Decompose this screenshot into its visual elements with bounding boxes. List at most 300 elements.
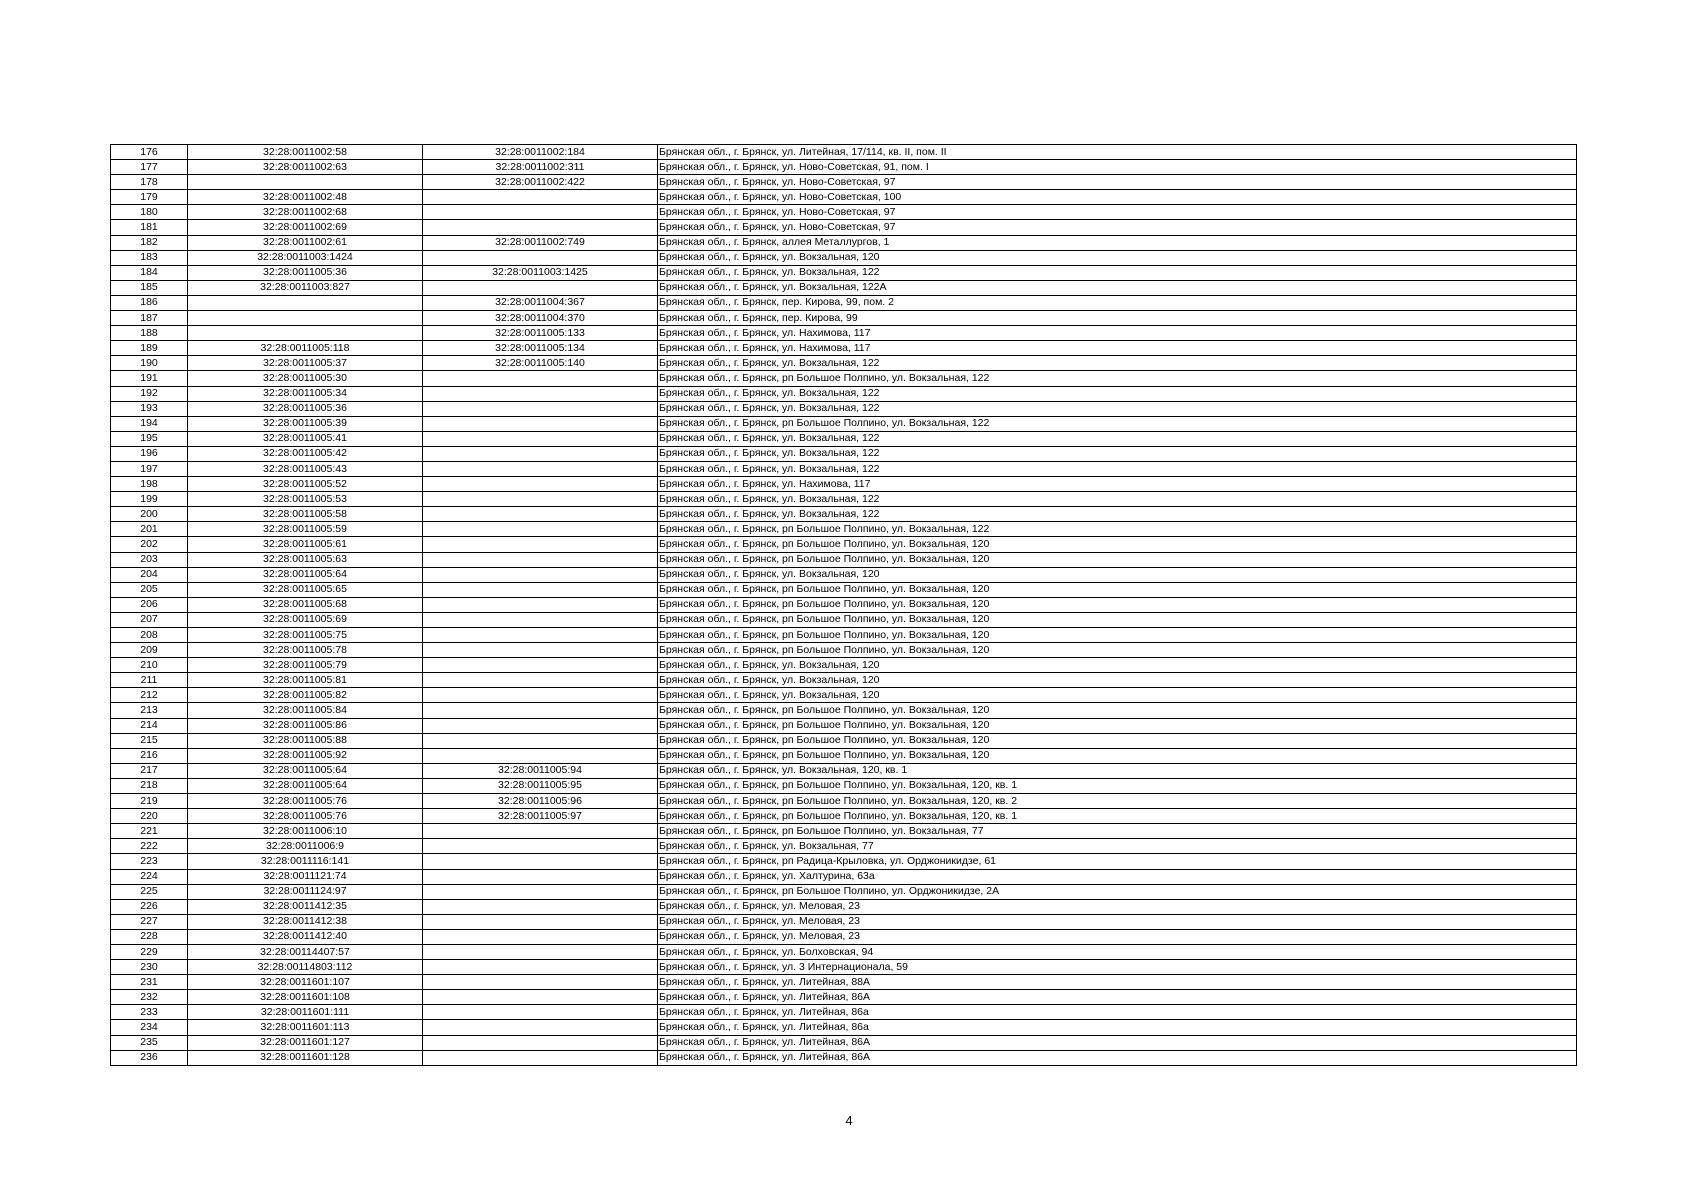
address-cell: Брянская обл., г. Брянск, ул. Вокзальная, 120	[658, 658, 1577, 673]
cadastral-number-cell: 32:28:0011005:64	[188, 778, 423, 793]
row-number-cell: 235	[111, 1035, 188, 1050]
row-number-cell: 232	[111, 990, 188, 1005]
cadastral-number-cell: 32:28:0011005:68	[188, 597, 423, 612]
row-number-cell: 212	[111, 688, 188, 703]
row-number-cell: 207	[111, 612, 188, 627]
table-row	[111, 839, 1577, 854]
address-cell: Брянская обл., г. Брянск, ул. Нахимова, 117	[658, 341, 1577, 356]
row-number-cell: 181	[111, 220, 188, 235]
table-row	[111, 960, 1577, 975]
related-cadastral-number-cell: 32:28:0011002:749	[423, 235, 658, 250]
table-row	[111, 295, 1577, 310]
cadastral-number-cell: 32:28:0011005:63	[188, 552, 423, 567]
cadastral-number-cell: 32:28:0011005:88	[188, 733, 423, 748]
row-number-cell: 217	[111, 763, 188, 778]
address-cell: Брянская обл., г. Брянск, ул. Вокзальная, 120	[658, 673, 1577, 688]
address-cell: Брянская обл., г. Брянск, рп Большое Полпино, ул. Вокзальная, 122	[658, 371, 1577, 386]
page-number: 4	[845, 1113, 853, 1128]
table-row	[111, 492, 1577, 507]
related-cadastral-number-cell	[423, 718, 658, 733]
address-cell: Брянская обл., г. Брянск, рп Большое Полпино, ул. Вокзальная, 120, кв. 1	[658, 778, 1577, 793]
cadastral-number-cell: 32:28:0011601:113	[188, 1020, 423, 1035]
address-cell: Брянская обл., г. Брянск, ул. Вокзальная, 122	[658, 446, 1577, 461]
related-cadastral-number-cell	[423, 220, 658, 235]
address-cell: Брянская обл., г. Брянск, ул. Нахимова, 117	[658, 477, 1577, 492]
row-number-cell: 211	[111, 673, 188, 688]
address-cell: Брянская обл., г. Брянск, рп Радица-Крыловка, ул. Орджоникидзе, 61	[658, 854, 1577, 869]
table-row	[111, 763, 1577, 778]
address-cell: Брянская обл., г. Брянск, рп Большое Полпино, ул. Вокзальная, 120	[658, 537, 1577, 552]
cadastral-number-cell: 32:28:0011005:92	[188, 748, 423, 763]
related-cadastral-number-cell	[423, 477, 658, 492]
address-cell: Брянская обл., г. Брянск, ул. Вокзальная, 122	[658, 265, 1577, 280]
address-cell: Брянская обл., г. Брянск, ул. Халтурина, 63а	[658, 869, 1577, 884]
row-number-cell: 183	[111, 250, 188, 265]
related-cadastral-number-cell	[423, 386, 658, 401]
row-number-cell: 192	[111, 386, 188, 401]
cadastral-number-cell: 32:28:0011005:84	[188, 703, 423, 718]
row-number-cell: 180	[111, 205, 188, 220]
cadastral-number-cell: 32:28:0011005:59	[188, 522, 423, 537]
related-cadastral-number-cell	[423, 461, 658, 476]
address-cell: Брянская обл., г. Брянск, пер. Кирова, 99, пом. 2	[658, 295, 1577, 310]
cadastral-number-cell: 32:28:0011005:76	[188, 794, 423, 809]
row-number-cell: 214	[111, 718, 188, 733]
row-number-cell: 177	[111, 160, 188, 175]
row-number-cell: 219	[111, 794, 188, 809]
row-number-cell: 190	[111, 356, 188, 371]
cadastral-number-cell: 32:28:0011601:111	[188, 1005, 423, 1020]
related-cadastral-number-cell	[423, 205, 658, 220]
row-number-cell: 215	[111, 733, 188, 748]
cadastral-number-cell: 32:28:0011005:86	[188, 718, 423, 733]
address-cell: Брянская обл., г. Брянск, ул. Нахимова, 117	[658, 326, 1577, 341]
address-cell: Брянская обл., г. Брянск, рп Большое Полпино, ул. Вокзальная, 120	[658, 718, 1577, 733]
address-cell: Брянская обл., г. Брянск, ул. Меловая, 23	[658, 929, 1577, 944]
related-cadastral-number-cell	[423, 944, 658, 959]
related-cadastral-number-cell	[423, 975, 658, 990]
related-cadastral-number-cell: 32:28:0011004:370	[423, 311, 658, 326]
row-number-cell: 205	[111, 582, 188, 597]
table-row	[111, 718, 1577, 733]
address-cell: Брянская обл., г. Брянск, пер. Кирова, 99	[658, 311, 1577, 326]
row-number-cell: 223	[111, 854, 188, 869]
related-cadastral-number-cell	[423, 1020, 658, 1035]
table-row	[111, 612, 1577, 627]
related-cadastral-number-cell	[423, 854, 658, 869]
row-number-cell: 209	[111, 643, 188, 658]
related-cadastral-number-cell	[423, 658, 658, 673]
row-number-cell: 204	[111, 567, 188, 582]
related-cadastral-number-cell: 32:28:0011005:94	[423, 763, 658, 778]
address-cell: Брянская обл., г. Брянск, ул. Вокзальная, 122	[658, 492, 1577, 507]
address-cell: Брянская обл., г. Брянск, рп Большое Полпино, ул. Вокзальная, 120	[658, 597, 1577, 612]
address-cell: Брянская обл., г. Брянск, ул. Литейная, 86а	[658, 1005, 1577, 1020]
cadastral-number-cell: 32:28:0011006:9	[188, 839, 423, 854]
cadastral-number-cell	[188, 295, 423, 310]
row-number-cell: 201	[111, 522, 188, 537]
table-row	[111, 944, 1577, 959]
row-number-cell: 200	[111, 507, 188, 522]
related-cadastral-number-cell	[423, 190, 658, 205]
related-cadastral-number-cell	[423, 250, 658, 265]
cadastral-number-cell: 32:28:0011601:108	[188, 990, 423, 1005]
table-row	[111, 809, 1577, 824]
cadastral-number-cell: 32:28:0011003:1424	[188, 250, 423, 265]
related-cadastral-number-cell	[423, 567, 658, 582]
row-number-cell: 194	[111, 416, 188, 431]
row-number-cell: 206	[111, 597, 188, 612]
row-number-cell: 187	[111, 311, 188, 326]
table-row	[111, 733, 1577, 748]
cadastral-number-cell: 32:28:0011412:38	[188, 914, 423, 929]
related-cadastral-number-cell	[423, 446, 658, 461]
row-number-cell: 220	[111, 809, 188, 824]
row-number-cell: 213	[111, 703, 188, 718]
table-row	[111, 416, 1577, 431]
cadastral-number-cell: 32:28:0011005:78	[188, 643, 423, 658]
related-cadastral-number-cell	[423, 869, 658, 884]
table-row	[111, 643, 1577, 658]
row-number-cell: 236	[111, 1050, 188, 1065]
related-cadastral-number-cell: 32:28:0011005:134	[423, 341, 658, 356]
cadastral-number-cell: 32:28:0011005:65	[188, 582, 423, 597]
cadastral-number-cell: 32:28:0011005:43	[188, 461, 423, 476]
related-cadastral-number-cell	[423, 839, 658, 854]
row-number-cell: 178	[111, 175, 188, 190]
table-row	[111, 461, 1577, 476]
cadastral-number-cell	[188, 326, 423, 341]
related-cadastral-number-cell	[423, 929, 658, 944]
address-cell: Брянская обл., г. Брянск, ул. Литейная, 86А	[658, 1035, 1577, 1050]
address-cell: Брянская обл., г. Брянск, ул. Вокзальная, 120	[658, 250, 1577, 265]
address-cell: Брянская обл., г. Брянск, рп Большое Полпино, ул. Вокзальная, 120	[658, 552, 1577, 567]
table-row	[111, 326, 1577, 341]
row-number-cell: 227	[111, 914, 188, 929]
cadastral-number-cell: 32:28:0011601:128	[188, 1050, 423, 1065]
table-row	[111, 884, 1577, 899]
row-number-cell: 193	[111, 401, 188, 416]
table-row	[111, 477, 1577, 492]
row-number-cell: 203	[111, 552, 188, 567]
row-number-cell: 225	[111, 884, 188, 899]
cadastral-number-cell: 32:28:0011005:79	[188, 658, 423, 673]
table-row	[111, 522, 1577, 537]
address-cell: Брянская обл., г. Брянск, ул. Литейная, 86а	[658, 1020, 1577, 1035]
table-row	[111, 597, 1577, 612]
address-cell: Брянская обл., г. Брянск, ул. Литейная, 86А	[658, 990, 1577, 1005]
cadastral-number-cell: 32:28:0011005:76	[188, 809, 423, 824]
table-row	[111, 567, 1577, 582]
table-row	[111, 160, 1577, 175]
related-cadastral-number-cell	[423, 914, 658, 929]
row-number-cell: 230	[111, 960, 188, 975]
table-row	[111, 778, 1577, 793]
cadastral-number-cell: 32:28:0011005:34	[188, 386, 423, 401]
cadastral-number-cell: 32:28:0011003:827	[188, 280, 423, 295]
address-cell: Брянская обл., г. Брянск, ул. Вокзальная, 120	[658, 567, 1577, 582]
row-number-cell: 184	[111, 265, 188, 280]
related-cadastral-number-cell	[423, 552, 658, 567]
cadastral-number-cell: 32:28:0011005:42	[188, 446, 423, 461]
table-row	[111, 386, 1577, 401]
table-row	[111, 431, 1577, 446]
cadastral-number-cell: 32:28:0011005:52	[188, 477, 423, 492]
cadastral-number-cell: 32:28:0011005:64	[188, 763, 423, 778]
address-cell: Брянская обл., г. Брянск, ул. Вокзальная, 122А	[658, 280, 1577, 295]
table-row	[111, 145, 1577, 160]
related-cadastral-number-cell: 32:28:0011005:95	[423, 778, 658, 793]
cadastral-number-cell: 32:28:0011005:75	[188, 628, 423, 643]
cadastral-number-cell: 32:28:0011412:40	[188, 929, 423, 944]
table-row	[111, 975, 1577, 990]
cadastral-number-cell: 32:28:0011005:37	[188, 356, 423, 371]
table-row	[111, 507, 1577, 522]
row-number-cell: 210	[111, 658, 188, 673]
related-cadastral-number-cell	[423, 537, 658, 552]
related-cadastral-number-cell	[423, 522, 658, 537]
cadastral-number-cell: 32:28:0011121:74	[188, 869, 423, 884]
table-row	[111, 265, 1577, 280]
cadastral-number-cell: 32:28:0011005:36	[188, 401, 423, 416]
row-number-cell: 188	[111, 326, 188, 341]
related-cadastral-number-cell	[423, 703, 658, 718]
registry-table-body	[111, 145, 1577, 1066]
table-row	[111, 582, 1577, 597]
row-number-cell: 231	[111, 975, 188, 990]
table-row	[111, 205, 1577, 220]
address-cell: Брянская обл., г. Брянск, ул. Вокзальная, 122	[658, 356, 1577, 371]
address-cell: Брянская обл., г. Брянск, ул. Ново-Советская, 100	[658, 190, 1577, 205]
address-cell: Брянская обл., г. Брянск, рп Большое Полпино, ул. Вокзальная, 120, кв. 2	[658, 794, 1577, 809]
row-number-cell: 233	[111, 1005, 188, 1020]
cadastral-number-cell: 32:28:0011006:10	[188, 824, 423, 839]
row-number-cell: 196	[111, 446, 188, 461]
related-cadastral-number-cell	[423, 371, 658, 386]
row-number-cell: 182	[111, 235, 188, 250]
cadastral-number-cell: 32:28:0011124:97	[188, 884, 423, 899]
address-cell: Брянская обл., г. Брянск, ул. Меловая, 23	[658, 899, 1577, 914]
row-number-cell: 191	[111, 371, 188, 386]
cadastral-number-cell: 32:28:00114803:112	[188, 960, 423, 975]
address-cell: Брянская обл., г. Брянск, рп Большое Полпино, ул. Вокзальная, 120, кв. 1	[658, 809, 1577, 824]
table-row	[111, 673, 1577, 688]
row-number-cell: 216	[111, 748, 188, 763]
related-cadastral-number-cell	[423, 899, 658, 914]
related-cadastral-number-cell	[423, 1050, 658, 1065]
row-number-cell: 222	[111, 839, 188, 854]
related-cadastral-number-cell	[423, 416, 658, 431]
cadastral-number-cell: 32:28:0011005:39	[188, 416, 423, 431]
address-cell: Брянская обл., г. Брянск, рп Большое Полпино, ул. Вокзальная, 120	[658, 643, 1577, 658]
address-cell: Брянская обл., г. Брянск, рп Большое Полпино, ул. Вокзальная, 120	[658, 748, 1577, 763]
cadastral-number-cell: 32:28:0011005:53	[188, 492, 423, 507]
table-row	[111, 628, 1577, 643]
cadastral-number-cell: 32:28:0011005:41	[188, 431, 423, 446]
table-row	[111, 748, 1577, 763]
table-row	[111, 688, 1577, 703]
cadastral-number-cell: 32:28:0011601:107	[188, 975, 423, 990]
table-row	[111, 552, 1577, 567]
related-cadastral-number-cell	[423, 507, 658, 522]
row-number-cell: 229	[111, 944, 188, 959]
related-cadastral-number-cell	[423, 582, 658, 597]
address-cell: Брянская обл., г. Брянск, ул. Литейная, 88А	[658, 975, 1577, 990]
row-number-cell: 226	[111, 899, 188, 914]
address-cell: Брянская обл., г. Брянск, рп Большое Полпино, ул. Вокзальная, 120	[658, 703, 1577, 718]
table-row	[111, 990, 1577, 1005]
table-row	[111, 703, 1577, 718]
cadastral-number-cell: 32:28:0011002:48	[188, 190, 423, 205]
related-cadastral-number-cell	[423, 280, 658, 295]
table-row	[111, 899, 1577, 914]
address-cell: Брянская обл., г. Брянск, ул. Вокзальная, 122	[658, 431, 1577, 446]
registry-table	[110, 144, 1577, 1066]
row-number-cell: 221	[111, 824, 188, 839]
table-row	[111, 356, 1577, 371]
table-row	[111, 1050, 1577, 1065]
table-row	[111, 446, 1577, 461]
row-number-cell: 202	[111, 537, 188, 552]
related-cadastral-number-cell	[423, 733, 658, 748]
table-row	[111, 175, 1577, 190]
address-cell: Брянская обл., г. Брянск, ул. Вокзальная, 122	[658, 461, 1577, 476]
related-cadastral-number-cell	[423, 688, 658, 703]
cadastral-number-cell: 32:28:0011005:118	[188, 341, 423, 356]
row-number-cell: 208	[111, 628, 188, 643]
table-row	[111, 854, 1577, 869]
row-number-cell: 186	[111, 295, 188, 310]
cadastral-number-cell: 32:28:0011005:30	[188, 371, 423, 386]
related-cadastral-number-cell: 32:28:0011005:96	[423, 794, 658, 809]
cadastral-number-cell: 32:28:0011002:69	[188, 220, 423, 235]
address-cell: Брянская обл., г. Брянск, ул. Вокзальная, 120	[658, 688, 1577, 703]
table-row	[111, 311, 1577, 326]
table-row	[111, 250, 1577, 265]
related-cadastral-number-cell: 32:28:0011004:367	[423, 295, 658, 310]
address-cell: Брянская обл., г. Брянск, ул. 3 Интернационала, 59	[658, 960, 1577, 975]
address-cell: Брянская обл., г. Брянск, рп Большое Полпино, ул. Вокзальная, 120	[658, 733, 1577, 748]
cadastral-number-cell: 32:28:0011005:64	[188, 567, 423, 582]
related-cadastral-number-cell: 32:28:0011002:311	[423, 160, 658, 175]
related-cadastral-number-cell	[423, 990, 658, 1005]
address-cell: Брянская обл., г. Брянск, аллея Металлургов, 1	[658, 235, 1577, 250]
row-number-cell: 176	[111, 145, 188, 160]
cadastral-number-cell: 32:28:0011005:61	[188, 537, 423, 552]
table-row	[111, 1035, 1577, 1050]
related-cadastral-number-cell: 32:28:0011005:97	[423, 809, 658, 824]
related-cadastral-number-cell	[423, 884, 658, 899]
address-cell: Брянская обл., г. Брянск, ул. Вокзальная, 120, кв. 1	[658, 763, 1577, 778]
address-cell: Брянская обл., г. Брянск, рп Большое Полпино, ул. Вокзальная, 122	[658, 416, 1577, 431]
table-row	[111, 220, 1577, 235]
address-cell: Брянская обл., г. Брянск, рп Большое Полпино, ул. Вокзальная, 122	[658, 522, 1577, 537]
address-cell: Брянская обл., г. Брянск, ул. Ново-Советская, 97	[658, 220, 1577, 235]
related-cadastral-number-cell	[423, 824, 658, 839]
address-cell: Брянская обл., г. Брянск, ул. Вокзальная, 122	[658, 507, 1577, 522]
address-cell: Брянская обл., г. Брянск, рп Большое Полпино, ул. Вокзальная, 120	[658, 582, 1577, 597]
cadastral-number-cell: 32:28:0011002:68	[188, 205, 423, 220]
related-cadastral-number-cell: 32:28:0011003:1425	[423, 265, 658, 280]
address-cell: Брянская обл., г. Брянск, ул. Ново-Советская, 91, пом. I	[658, 160, 1577, 175]
cadastral-number-cell: 32:28:0011002:58	[188, 145, 423, 160]
row-number-cell: 224	[111, 869, 188, 884]
related-cadastral-number-cell	[423, 628, 658, 643]
address-cell: Брянская обл., г. Брянск, рп Большое Полпино, ул. Вокзальная, 120	[658, 612, 1577, 627]
table-row	[111, 794, 1577, 809]
address-cell: Брянская обл., г. Брянск, ул. Меловая, 23	[658, 914, 1577, 929]
table-row	[111, 1005, 1577, 1020]
table-row	[111, 190, 1577, 205]
row-number-cell: 198	[111, 477, 188, 492]
related-cadastral-number-cell	[423, 960, 658, 975]
table-row	[111, 658, 1577, 673]
address-cell: Брянская обл., г. Брянск, ул. Вокзальная, 77	[658, 839, 1577, 854]
row-number-cell: 179	[111, 190, 188, 205]
table-row	[111, 235, 1577, 250]
related-cadastral-number-cell	[423, 612, 658, 627]
cadastral-number-cell	[188, 175, 423, 190]
address-cell: Брянская обл., г. Брянск, ул. Вокзальная, 122	[658, 386, 1577, 401]
related-cadastral-number-cell: 32:28:0011005:140	[423, 356, 658, 371]
related-cadastral-number-cell	[423, 1005, 658, 1020]
address-cell: Брянская обл., г. Брянск, рп Большое Полпино, ул. Вокзальная, 120	[658, 628, 1577, 643]
address-cell: Брянская обл., г. Брянск, рп Большое Полпино, ул. Орджоникидзе, 2А	[658, 884, 1577, 899]
row-number-cell: 185	[111, 280, 188, 295]
table-row	[111, 280, 1577, 295]
related-cadastral-number-cell	[423, 673, 658, 688]
row-number-cell: 197	[111, 461, 188, 476]
table-row	[111, 341, 1577, 356]
cadastral-number-cell: 32:28:0011005:58	[188, 507, 423, 522]
cadastral-number-cell: 32:28:0011005:81	[188, 673, 423, 688]
address-cell: Брянская обл., г. Брянск, ул. Вокзальная, 122	[658, 401, 1577, 416]
table-row	[111, 914, 1577, 929]
related-cadastral-number-cell: 32:28:0011005:133	[423, 326, 658, 341]
row-number-cell: 234	[111, 1020, 188, 1035]
address-cell: Брянская обл., г. Брянск, ул. Ново-Советская, 97	[658, 175, 1577, 190]
cadastral-number-cell: 32:28:0011005:69	[188, 612, 423, 627]
address-cell: Брянская обл., г. Брянск, ул. Болховская, 94	[658, 944, 1577, 959]
related-cadastral-number-cell: 32:28:0011002:184	[423, 145, 658, 160]
cadastral-number-cell: 32:28:0011005:82	[188, 688, 423, 703]
related-cadastral-number-cell	[423, 643, 658, 658]
address-cell: Брянская обл., г. Брянск, ул. Ново-Советская, 97	[658, 205, 1577, 220]
table-row	[111, 401, 1577, 416]
cadastral-number-cell	[188, 311, 423, 326]
cadastral-number-cell: 32:28:00114407:57	[188, 944, 423, 959]
table-row	[111, 537, 1577, 552]
cadastral-number-cell: 32:28:0011002:61	[188, 235, 423, 250]
address-cell: Брянская обл., г. Брянск, ул. Литейная, 86А	[658, 1050, 1577, 1065]
address-cell: Брянская обл., г. Брянск, ул. Литейная, 17/114, кв. II, пом. II	[658, 145, 1577, 160]
row-number-cell: 195	[111, 431, 188, 446]
cadastral-number-cell: 32:28:0011601:127	[188, 1035, 423, 1050]
cadastral-number-cell: 32:28:0011002:63	[188, 160, 423, 175]
related-cadastral-number-cell	[423, 748, 658, 763]
row-number-cell: 199	[111, 492, 188, 507]
cadastral-number-cell: 32:28:0011412:35	[188, 899, 423, 914]
row-number-cell: 228	[111, 929, 188, 944]
table-row	[111, 371, 1577, 386]
table-row	[111, 929, 1577, 944]
row-number-cell: 218	[111, 778, 188, 793]
cadastral-number-cell: 32:28:0011005:36	[188, 265, 423, 280]
related-cadastral-number-cell	[423, 431, 658, 446]
row-number-cell: 189	[111, 341, 188, 356]
related-cadastral-number-cell: 32:28:0011002:422	[423, 175, 658, 190]
related-cadastral-number-cell	[423, 597, 658, 612]
